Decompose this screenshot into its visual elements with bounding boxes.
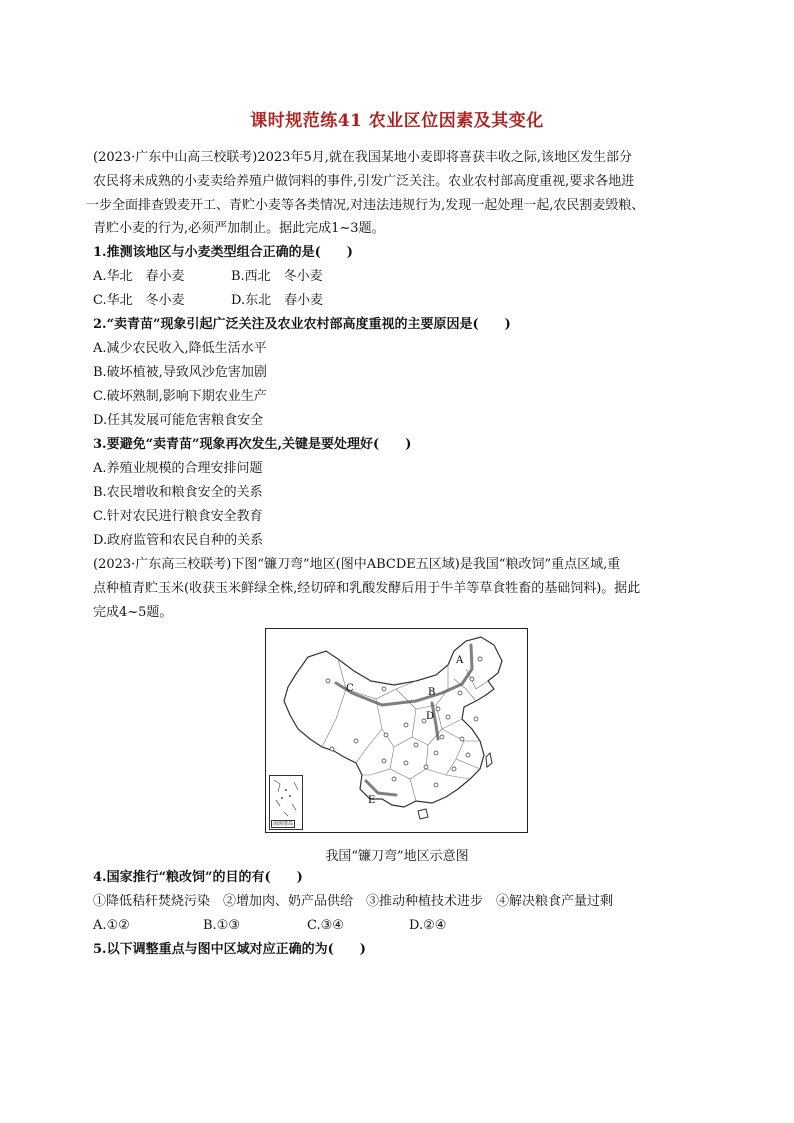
option-a[interactable]: A.减少农民收入,降低生活水平	[93, 341, 267, 356]
option-c[interactable]: C.针对农民进行粮食安全教育	[93, 509, 263, 524]
page-title: 课时规范练41 农业区位因素及其变化	[250, 111, 544, 131]
question-4-options-row	[93, 916, 446, 936]
option-a[interactable]: A.华北 春小麦	[93, 269, 185, 284]
question-3-stem: 3.要避免“卖青苗”现象再次发生,关键是要处理好( )	[93, 437, 412, 452]
option-c[interactable]: C.③④	[307, 918, 344, 933]
intro-paragraph-line: 农民将未成熟的小麦卖给养殖户做饲料的事件,引发广泛关注。农业农村部高度重视,要求各地进	[93, 174, 635, 189]
question-4-stem: 4.国家推行“粮改饲”的目的有( )	[93, 870, 303, 885]
intro-paragraph-line: 青贮小麦的行为,必须严加制止。据此完成1~3题。	[93, 221, 385, 236]
option-b[interactable]: B.①③	[203, 918, 240, 933]
question-1-options-row	[93, 291, 323, 311]
question-1-options-row	[93, 267, 323, 287]
south-china-sea-inset	[269, 775, 303, 830]
question-2-stem: 2.“卖青苗”现象引起广泛关注及农业农村部高度重视的主要原因是( )	[93, 317, 511, 332]
china-outline	[284, 637, 502, 807]
intro-paragraph-line: 一步全面排查毁麦开工、青贮小麦等各类情况,对违法违规行为,发现一起处理一起,农民割麦毁粮、	[86, 198, 645, 213]
map-drawing	[266, 629, 527, 832]
inset-label: 南海诸岛	[273, 821, 294, 827]
question-1-stem: 1.推测该地区与小麦类型组合正确的是( )	[93, 245, 353, 260]
intro-paragraph-line: (2023·广东中山高三校联考)2023年5月,就在我国某地小麦即将喜获丰收之际,该地区发生部分	[93, 150, 632, 165]
region-label-a: A	[456, 655, 464, 666]
city-dots	[326, 657, 482, 787]
intro-paragraph-line: 完成4~5题。	[93, 605, 173, 620]
china-sickle-region-map	[265, 628, 528, 833]
region-arcs	[336, 645, 472, 795]
taiwan-island	[486, 753, 492, 767]
region-label-d: D	[426, 711, 435, 722]
option-d[interactable]: D.东北 春小麦	[231, 293, 324, 308]
option-c[interactable]: C.破坏熟制,影响下期农业生产	[93, 389, 267, 404]
region-label-c: C	[346, 683, 354, 694]
hainan-island	[418, 809, 428, 819]
option-d[interactable]: D.②④	[409, 918, 447, 933]
option-b[interactable]: B.西北 冬小麦	[231, 269, 323, 284]
intro-paragraph-line: (2023·广东高三校联考)下图“镰刀弯”地区(图中ABCDE五区域)是我国“粮改饲”重点区域,重	[93, 557, 621, 572]
option-d[interactable]: D.政府监管和农民自种的关系	[93, 533, 264, 548]
option-a[interactable]: A.①②	[93, 918, 130, 933]
region-label-e: E	[368, 795, 376, 806]
question-4-items: ①降低秸秆焚烧污染 ②增加肉、奶产品供给 ③推动种植技术进步 ④解决粮食产量过剩	[93, 894, 614, 909]
option-c[interactable]: C.华北 冬小麦	[93, 293, 185, 308]
question-5-stem: 5.以下调整重点与图中区域对应正确的为( )	[93, 942, 366, 957]
map-caption: 我国“镰刀弯”地区示意图	[325, 849, 469, 864]
option-d[interactable]: D.任其发展可能危害粮食安全	[93, 413, 264, 428]
option-b[interactable]: B.农民增收和粮食安全的关系	[93, 485, 263, 500]
option-a[interactable]: A.养殖业规模的合理安排问题	[93, 461, 263, 476]
region-label-b: B	[428, 687, 436, 698]
option-b[interactable]: B.破坏植被,导致风沙危害加剧	[93, 365, 267, 380]
intro-paragraph-line: 点种植青贮玉米(收获玉米鲜绿全株,经切碎和乳酸发酵后用于牛羊等草食牲畜的基础饲料)。据此	[93, 581, 641, 596]
